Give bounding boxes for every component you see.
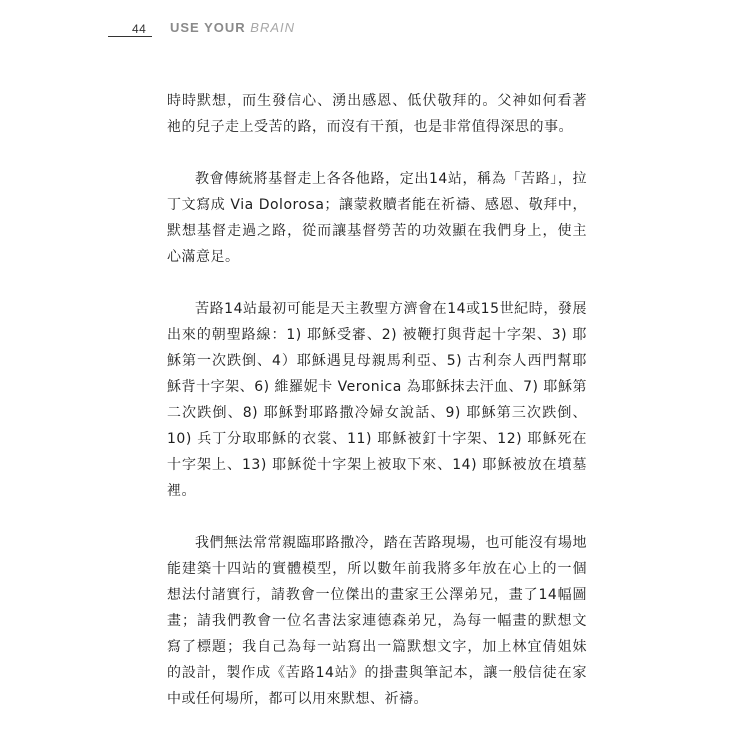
page-number: 44 bbox=[132, 22, 147, 36]
paragraph: 教會傳統將基督走上各各他路，定出14站，稱為「苦路」，拉丁文寫成 Via Dolorosa；讓蒙救贖者能在祈禱、感恩、敬拜中，默想基督走過之路，從而讓基督勞苦的功效顯在我們身上，使主心滿意足。 bbox=[167, 171, 587, 265]
page-header bbox=[0, 0, 750, 50]
running-title-bold: USE YOUR bbox=[170, 20, 251, 35]
running-title-thin: BRAIN bbox=[250, 20, 296, 35]
paragraph: 苦路14站最初可能是天主教聖方濟會在14或15世紀時，發展出來的朝聖路線：1) 耶穌受審、2) 被鞭打與背起十字架、3) 耶穌第一次跌倒、4）耶穌遇見母親馬利亞、5) 古利奈人西門幫耶穌背十字架、6) 維羅妮卡 Veronica 為耶穌抹去汗血、7) 耶穌第二次跌倒、8) 耶穌對耶路撒冷婦女說話、9) 耶穌第三次跌倒、10) 兵丁分取耶穌的衣裳、11) 耶穌被釘十字架、12) 耶穌死在十字架上、13) 耶穌從十字架上被取下來、14) 耶穌被放在墳墓裡。 bbox=[167, 301, 587, 499]
paragraph: 我們無法常常親臨耶路撒冷，踏在苦路現場，也可能沒有場地能建築十四站的實體模型，所以數年前我將多年放在心上的一個想法付諸實行，請教會一位傑出的畫家王公澤弟兄，畫了14幅圖畫；請我們教會一位名書法家連德森弟兄，為每一幅畫的默想文寫了標題；我自己為每一站寫出一篇默想文字，加上林宜倩姐妹的設計，製作成《苦路14站》的掛畫與筆記本，讓一般信徒在家中或任何場所，都可以用來默想、祈禱。 bbox=[167, 535, 587, 707]
running-title bbox=[170, 20, 295, 35]
header-rule bbox=[108, 36, 152, 37]
paragraph: 時時默想，而生發信心、湧出感恩、低伏敬拜的。父神如何看著祂的兒子走上受苦的路，而沒有干預，也是非常值得深思的事。 bbox=[167, 93, 587, 135]
body-text bbox=[167, 88, 587, 738]
